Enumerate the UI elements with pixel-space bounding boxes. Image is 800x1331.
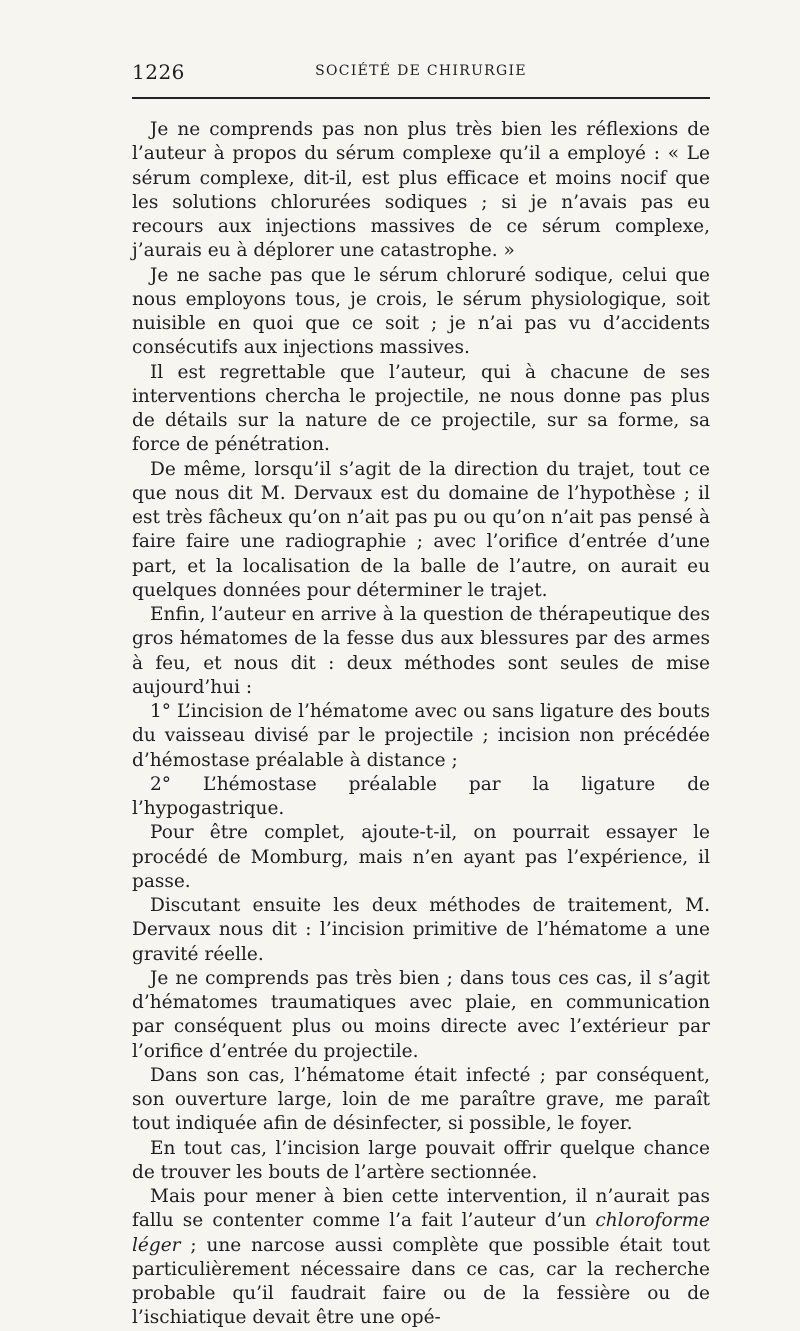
italic-term: chloroforme léger [132,1210,710,1256]
paragraph: Enfin, l’auteur en arrive à la question de thérapeutique des gros hématomes de la fesse dus aux blessures par des armes à feu, et nous dit : deux méthodes sont seules de mise aujourd’hui : [132,604,710,698]
paragraph: Je ne comprends pas très bien ; dans tous ces cas, il s’agit d’hématomes traumatiques avec plaie, en communication par conséquent plus ou moins directe avec l’extérieur par l’orifice d’entrée du projectile. [132,967,710,1062]
paragraph: De même, lorsqu’il s’agit de la direction du trajet, tout ce que nous dit M. Dervaux est du domaine de l’hypothèse ; il est très fâcheux qu’on n’ait pas pu ou qu’on n’ait pas pensé à faire faire une radiographie ; avec l’orifice d’entrée d’une part, et la localisation de la balle de l’autre, on aurait eu quelques données pour déterminer le trajet. [132,458,710,601]
paragraph: Discutant ensuite les deux méthodes de traitement, M. Dervaux nous dit : l’incision primitive de l’hématome a une gravité réelle. [132,895,710,965]
body-text [132,118,710,1331]
paragraph: En tout cas, l’incision large pouvait offrir quelque chance de trouver les bouts de l’artère sectionnée. [132,1137,710,1183]
paragraph: Il est regrettable que l’auteur, qui à chacune de ses interventions chercha le projectile, ne nous donne pas plus de détails sur la nature de ce projectile, sur sa forme, sa force de pénétration. [132,361,710,456]
paragraph: 1° L’incision de l’hématome avec ou sans ligature des bouts du vaisseau divisé par le projectile ; incision non précédée d’hémostase préalable à distance ; [132,701,710,771]
page-number: 1226 [132,60,185,84]
page-header [132,60,710,84]
paragraph-text: Mais pour mener à bien cette intervention, il n’aurait pas fallu se contenter comme l’a fait l’auteur d’un [132,1186,710,1232]
paragraph: Je ne comprends pas non plus très bien les réflexions de l’auteur à propos du sérum complexe qu’il a employé : « Le sérum complexe, dit-il, est plus efficace et moins nocif que les solutions chlorurées sodiques ; si je n’avais pas eu recours aux injections massives de ce sérum complexe, j’aurais eu à déplorer une catastrophe. » [132,119,710,262]
header-rule [132,97,710,99]
paragraph: 2° L’hémostase préalable par la ligature de l’hypogastrique. [132,773,710,819]
running-title: SOCIÉTÉ DE CHIRURGIE [315,63,527,79]
paragraph-last [132,1185,710,1331]
paragraph-text: ; une narcose aussi complète que possible était tout particulièrement nécessaire dans ce cas, car la recherche probable qu’il faudrait faire ou de la fessière ou de l’ischiatique devait être une opé- [132,1234,710,1329]
paragraph: Je ne sache pas que le sérum chloruré sodique, celui que nous employons tous, je crois, le sérum physiologique, soit nuisible en quoi que ce soit ; je n’ai pas vu d’accidents consécutifs aux injections massives. [132,264,710,359]
paragraph: Dans son cas, l’hématome était infecté ; par conséquent, son ouverture large, loin de me paraître grave, me paraît tout indiquée afin de désinfecter, si possible, le foyer. [132,1064,710,1135]
paragraph: Pour être complet, ajoute-t-il, on pourrait essayer le procédé de Momburg, mais n’en ayant pas l’expérience, il passe. [132,822,710,892]
